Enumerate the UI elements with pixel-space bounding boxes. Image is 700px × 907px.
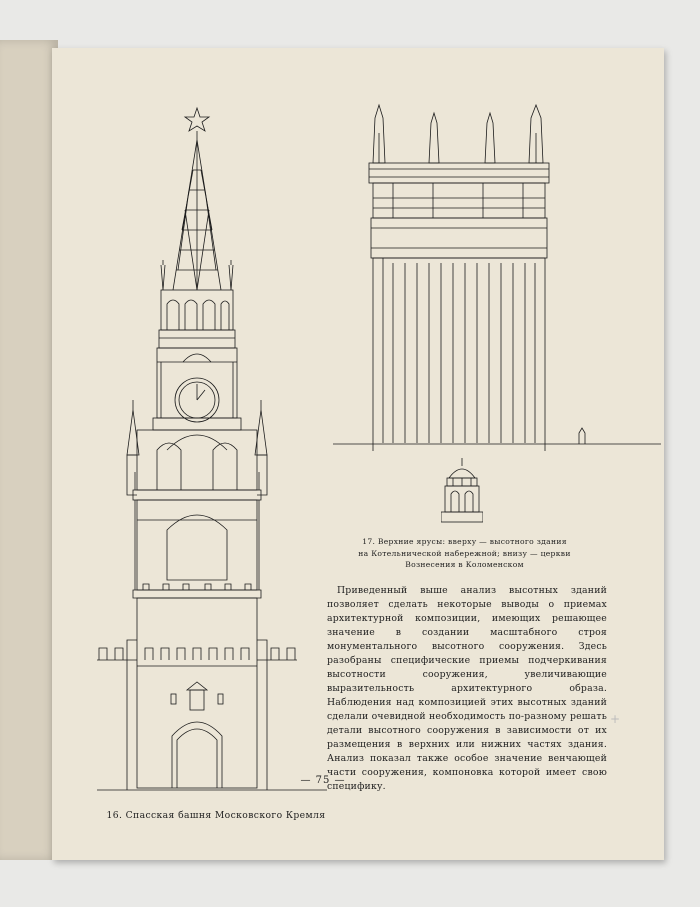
pencil-mark: + [610, 712, 621, 726]
kotelnicheskaya-tier-drawing [333, 103, 661, 451]
star-icon [185, 108, 209, 131]
left-page-edge [0, 40, 58, 860]
page-number-text: — 75 — [300, 775, 346, 786]
figure-16-caption: 16. Спасская башня Московского Кремля [106, 810, 326, 821]
spasskaya-tower-drawing [97, 100, 337, 800]
figure-17-caption-line: Вознесения в Коломенском [405, 560, 524, 569]
page-number [52, 775, 664, 786]
figure-17-caption [342, 536, 587, 571]
kolomenskoye-church-drawing [441, 456, 483, 524]
figure-17-caption-line: на Котельнической набережной; внизу — церкви [358, 548, 571, 558]
book-page [52, 48, 664, 860]
body-paragraph: Приведенный выше анализ высотных зданий позволяет сделать некоторые выводы о приемах архитектурной композиции, имеющих решающее значение в создании масштабного строя монументального высотного сооружения. Здесь разобраны специфические приемы подчеркивания высотности сооружения, увеличивающие выразительность архитектурного образа. Наблюдения над композицией этих высотных зданий сделали очевидной необходимость по-разному решать детали высотного сооружения в зависимости от их размещения в верхних или нижних частях здания. Анализ показал также особое значение венчающей части сооружения, компоновка которой имеет свою специфику. [327, 585, 607, 792]
figure-17-caption-line: 17. Верхние ярусы: вверху — высотного здания [362, 537, 567, 546]
